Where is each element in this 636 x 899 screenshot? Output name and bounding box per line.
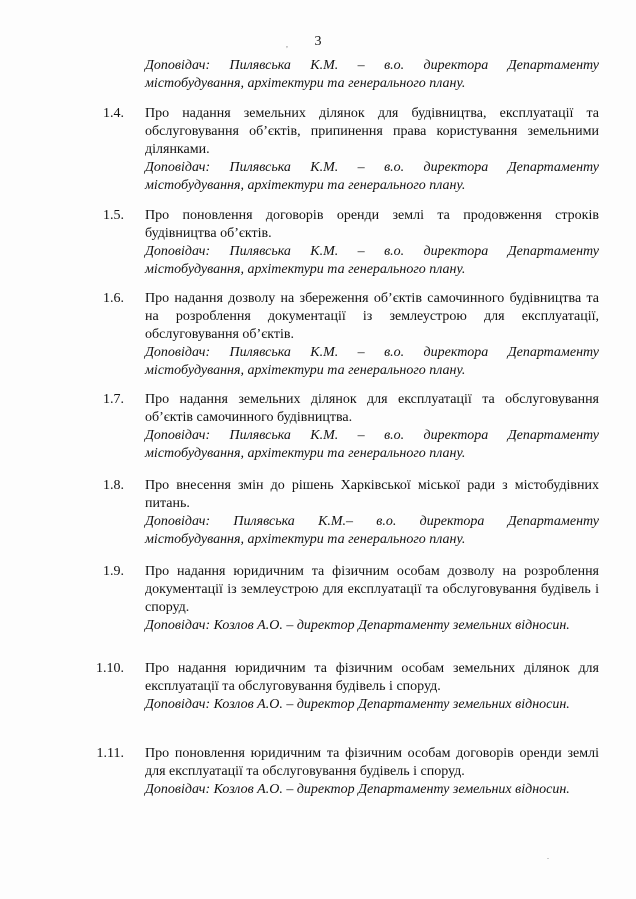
item-title: Про надання земельних ділянок для будівництва, експлуатації та обслуговування об’єктів, припинення права користування земельними ділянками. bbox=[145, 106, 599, 157]
item-speaker: Доповідач: Пилявська К.М. – в.о. директора Департаменту містобудування, архітектури та генерального плану. bbox=[145, 428, 599, 461]
item-body bbox=[145, 105, 599, 195]
item-body bbox=[145, 391, 599, 463]
item-speaker: Доповідач: Пилявська К.М. – в.о. директора Департаменту містобудування, архітектури та генерального плану. bbox=[145, 345, 599, 378]
item-number: 1.5. bbox=[103, 208, 124, 223]
item-number: 1.4. bbox=[103, 106, 124, 121]
item-title: Про поновлення юридичним та фізичним особам договорів оренди землі для експлуатації та обслуговування будівель і споруд. bbox=[145, 746, 599, 779]
top-speaker: Доповідач: Пилявська К.М. – в.о. директора Департаменту містобудування, архітектури та генерального плану. bbox=[145, 58, 599, 91]
item-body bbox=[145, 745, 599, 799]
item-number: 1.7. bbox=[103, 392, 124, 407]
item-title: Про надання земельних ділянок для експлуатації та обслуговування об’єктів самочинного будівництва. bbox=[145, 392, 599, 425]
scan-speck: , bbox=[286, 40, 288, 49]
item-speaker: Доповідач: Пилявська К.М. – в.о. директора Департаменту містобудування, архітектури та генерального плану. bbox=[145, 160, 599, 193]
item-speaker: Доповідач: Козлов А.О. – директор Департаменту земельних відносин. bbox=[145, 782, 570, 797]
item-speaker: Доповідач: Пилявська К.М.– в.о. директора Департаменту містобудування, архітектури та генерального плану. bbox=[145, 514, 599, 547]
item-title: Про поновлення договорів оренди землі та продовження строків будівництва об’єктів. bbox=[145, 208, 599, 241]
scan-speck: . bbox=[547, 852, 549, 861]
item-body bbox=[145, 563, 599, 635]
item-body bbox=[145, 660, 599, 714]
item-body bbox=[145, 207, 599, 279]
page-number: 3 bbox=[314, 34, 322, 49]
item-title: Про внесення змін до рішень Харківської міської ради з містобудівних питань. bbox=[145, 478, 599, 511]
item-number: 1.11. bbox=[96, 746, 124, 761]
item-speaker: Доповідач: Козлов А.О. – директор Департаменту земельних відносин. bbox=[145, 697, 570, 712]
item-title: Про надання дозволу на збереження об’єктів самочинного будівництва та на розроблення документації із землеустрою для експлуатації, обслуговування об’єктів. bbox=[145, 291, 599, 342]
item-number: 1.10. bbox=[96, 661, 124, 676]
item-speaker: Доповідач: Козлов А.О. – директор Департаменту земельних відносин. bbox=[145, 618, 570, 633]
item-speaker: Доповідач: Пилявська К.М. – в.о. директора Департаменту містобудування, архітектури та генерального плану. bbox=[145, 244, 599, 277]
item-body bbox=[145, 290, 599, 380]
item-body bbox=[145, 477, 599, 549]
item-number: 1.8. bbox=[103, 478, 124, 493]
item-number: 1.9. bbox=[103, 564, 124, 579]
item-title: Про надання юридичним та фізичним особам земельних ділянок для експлуатації та обслуговування будівель і споруд. bbox=[145, 661, 599, 694]
item-number: 1.6. bbox=[103, 291, 124, 306]
item-title: Про надання юридичним та фізичним особам дозволу на розроблення документації із землеустрою для експлуатації та обслуговування будівель і споруд. bbox=[145, 564, 599, 615]
